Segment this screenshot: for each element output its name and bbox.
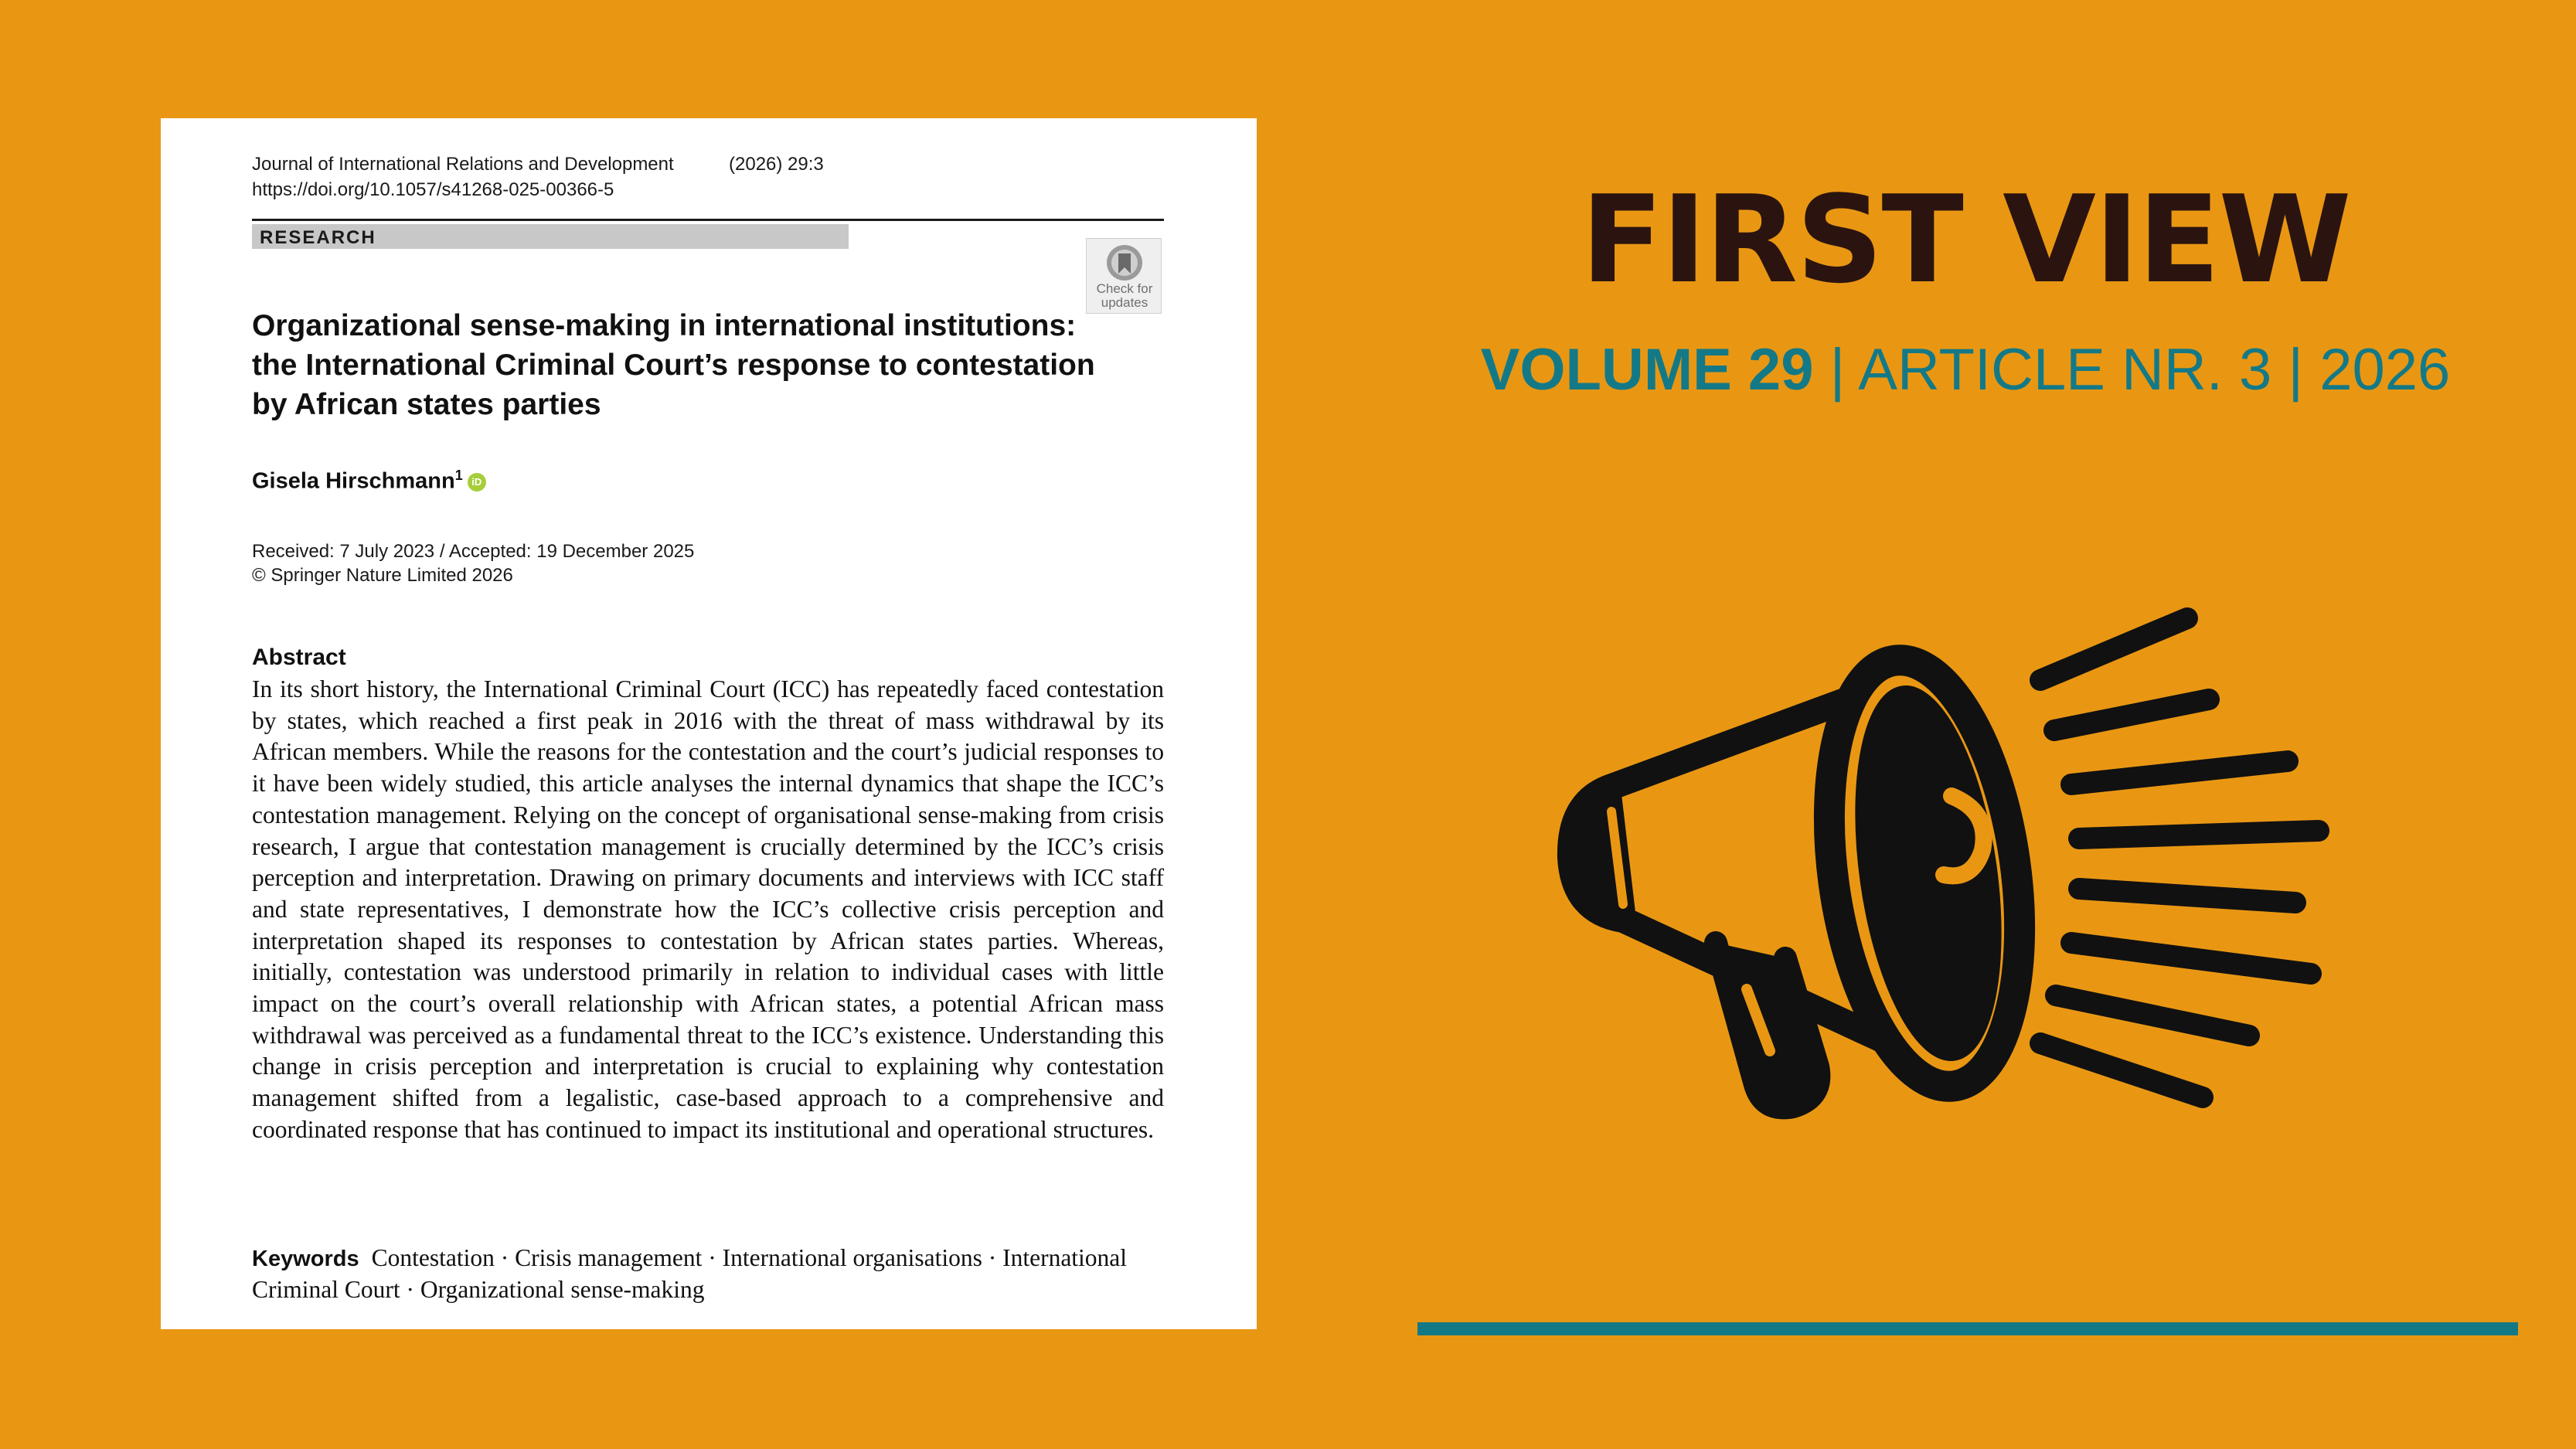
keywords-label: Keywords: [252, 1247, 359, 1271]
copyright: © Springer Nature Limited 2026: [252, 565, 513, 586]
megaphone-icon: [1538, 556, 2357, 1175]
section-bar: [252, 224, 849, 249]
check-for-updates-button[interactable]: [1086, 238, 1162, 314]
article-title: Organizational sense-making in international institutions: the International Criminal Court’s response to contestation by African states parties: [252, 309, 1095, 421]
keywords: [252, 1243, 1164, 1305]
article-first-page: [161, 118, 1257, 1329]
separator: |: [2271, 337, 2320, 403]
keywords-list: Contestation · Crisis management · International organisations · International Criminal Court · Organizational sense-making: [252, 1244, 1128, 1303]
volume-label: VOLUME 29: [1480, 337, 1814, 403]
crossmark-icon: [1103, 243, 1146, 283]
publication-dates: [252, 539, 694, 587]
separator: |: [1813, 337, 1859, 403]
abstract-heading: Abstract: [252, 645, 346, 670]
journal-name: Journal of International Relations and Development: [252, 154, 674, 175]
accent-divider: [1417, 1322, 2518, 1335]
check-for-updates-label: Check for updates: [1096, 281, 1153, 310]
section-label: RESEARCH: [260, 227, 376, 248]
article-number: ARTICLE NR. 3: [1858, 337, 2272, 403]
issue-info: [1417, 335, 2514, 405]
header-rule: [252, 219, 1164, 221]
year-label: 2026: [2319, 337, 2451, 403]
author-name[interactable]: Gisela Hirschmann: [252, 468, 455, 494]
journal-volume: (2026) 29:3: [729, 154, 824, 175]
first-view-headline: FIRST VIEW: [1581, 169, 2350, 310]
author-affiliation: 1: [454, 468, 463, 483]
doi-link[interactable]: https://doi.org/10.1057/s41268-025-00366-5: [252, 179, 614, 200]
author-line: [252, 468, 486, 495]
received-accepted: Received: 7 July 2023 / Accepted: 19 December 2025: [252, 541, 695, 562]
abstract-text: In its short history, the International Criminal Court (ICC) has repeatedly faced contestation by states, which reached a first peak in 2016 with the threat of mass withdrawal by its African members. While the reasons for the contestation and the court’s judicial responses to it have been widely studied, this article analyses the internal dynamics that shape the ICC’s contestation management. Relying on the concept of organisational sense-making from crisis research, I argue that contestation management is crucially determined by the ICC’s crisis perception and interpretation. Drawing on primary documents and interviews with ICC staff and state representatives, I demonstrate how the ICC’s collective crisis perception and interpretation shaped its responses to contestation by African states parties. Whereas, initially, contestation was understood primarily in relation to individual cases with little impact on the court’s overall relationship with African states, a potential African mass withdrawal was perceived as a fundamental threat to the ICC’s existence. Understanding this change in crisis perception and interpretation is crucial to explaining why contestation management shifted from a legalistic, case-based approach to a comprehensive and coordinated response that has continued to impact its institutional and operational structures.: [252, 675, 1164, 1143]
orcid-icon[interactable]: iD: [468, 473, 486, 492]
